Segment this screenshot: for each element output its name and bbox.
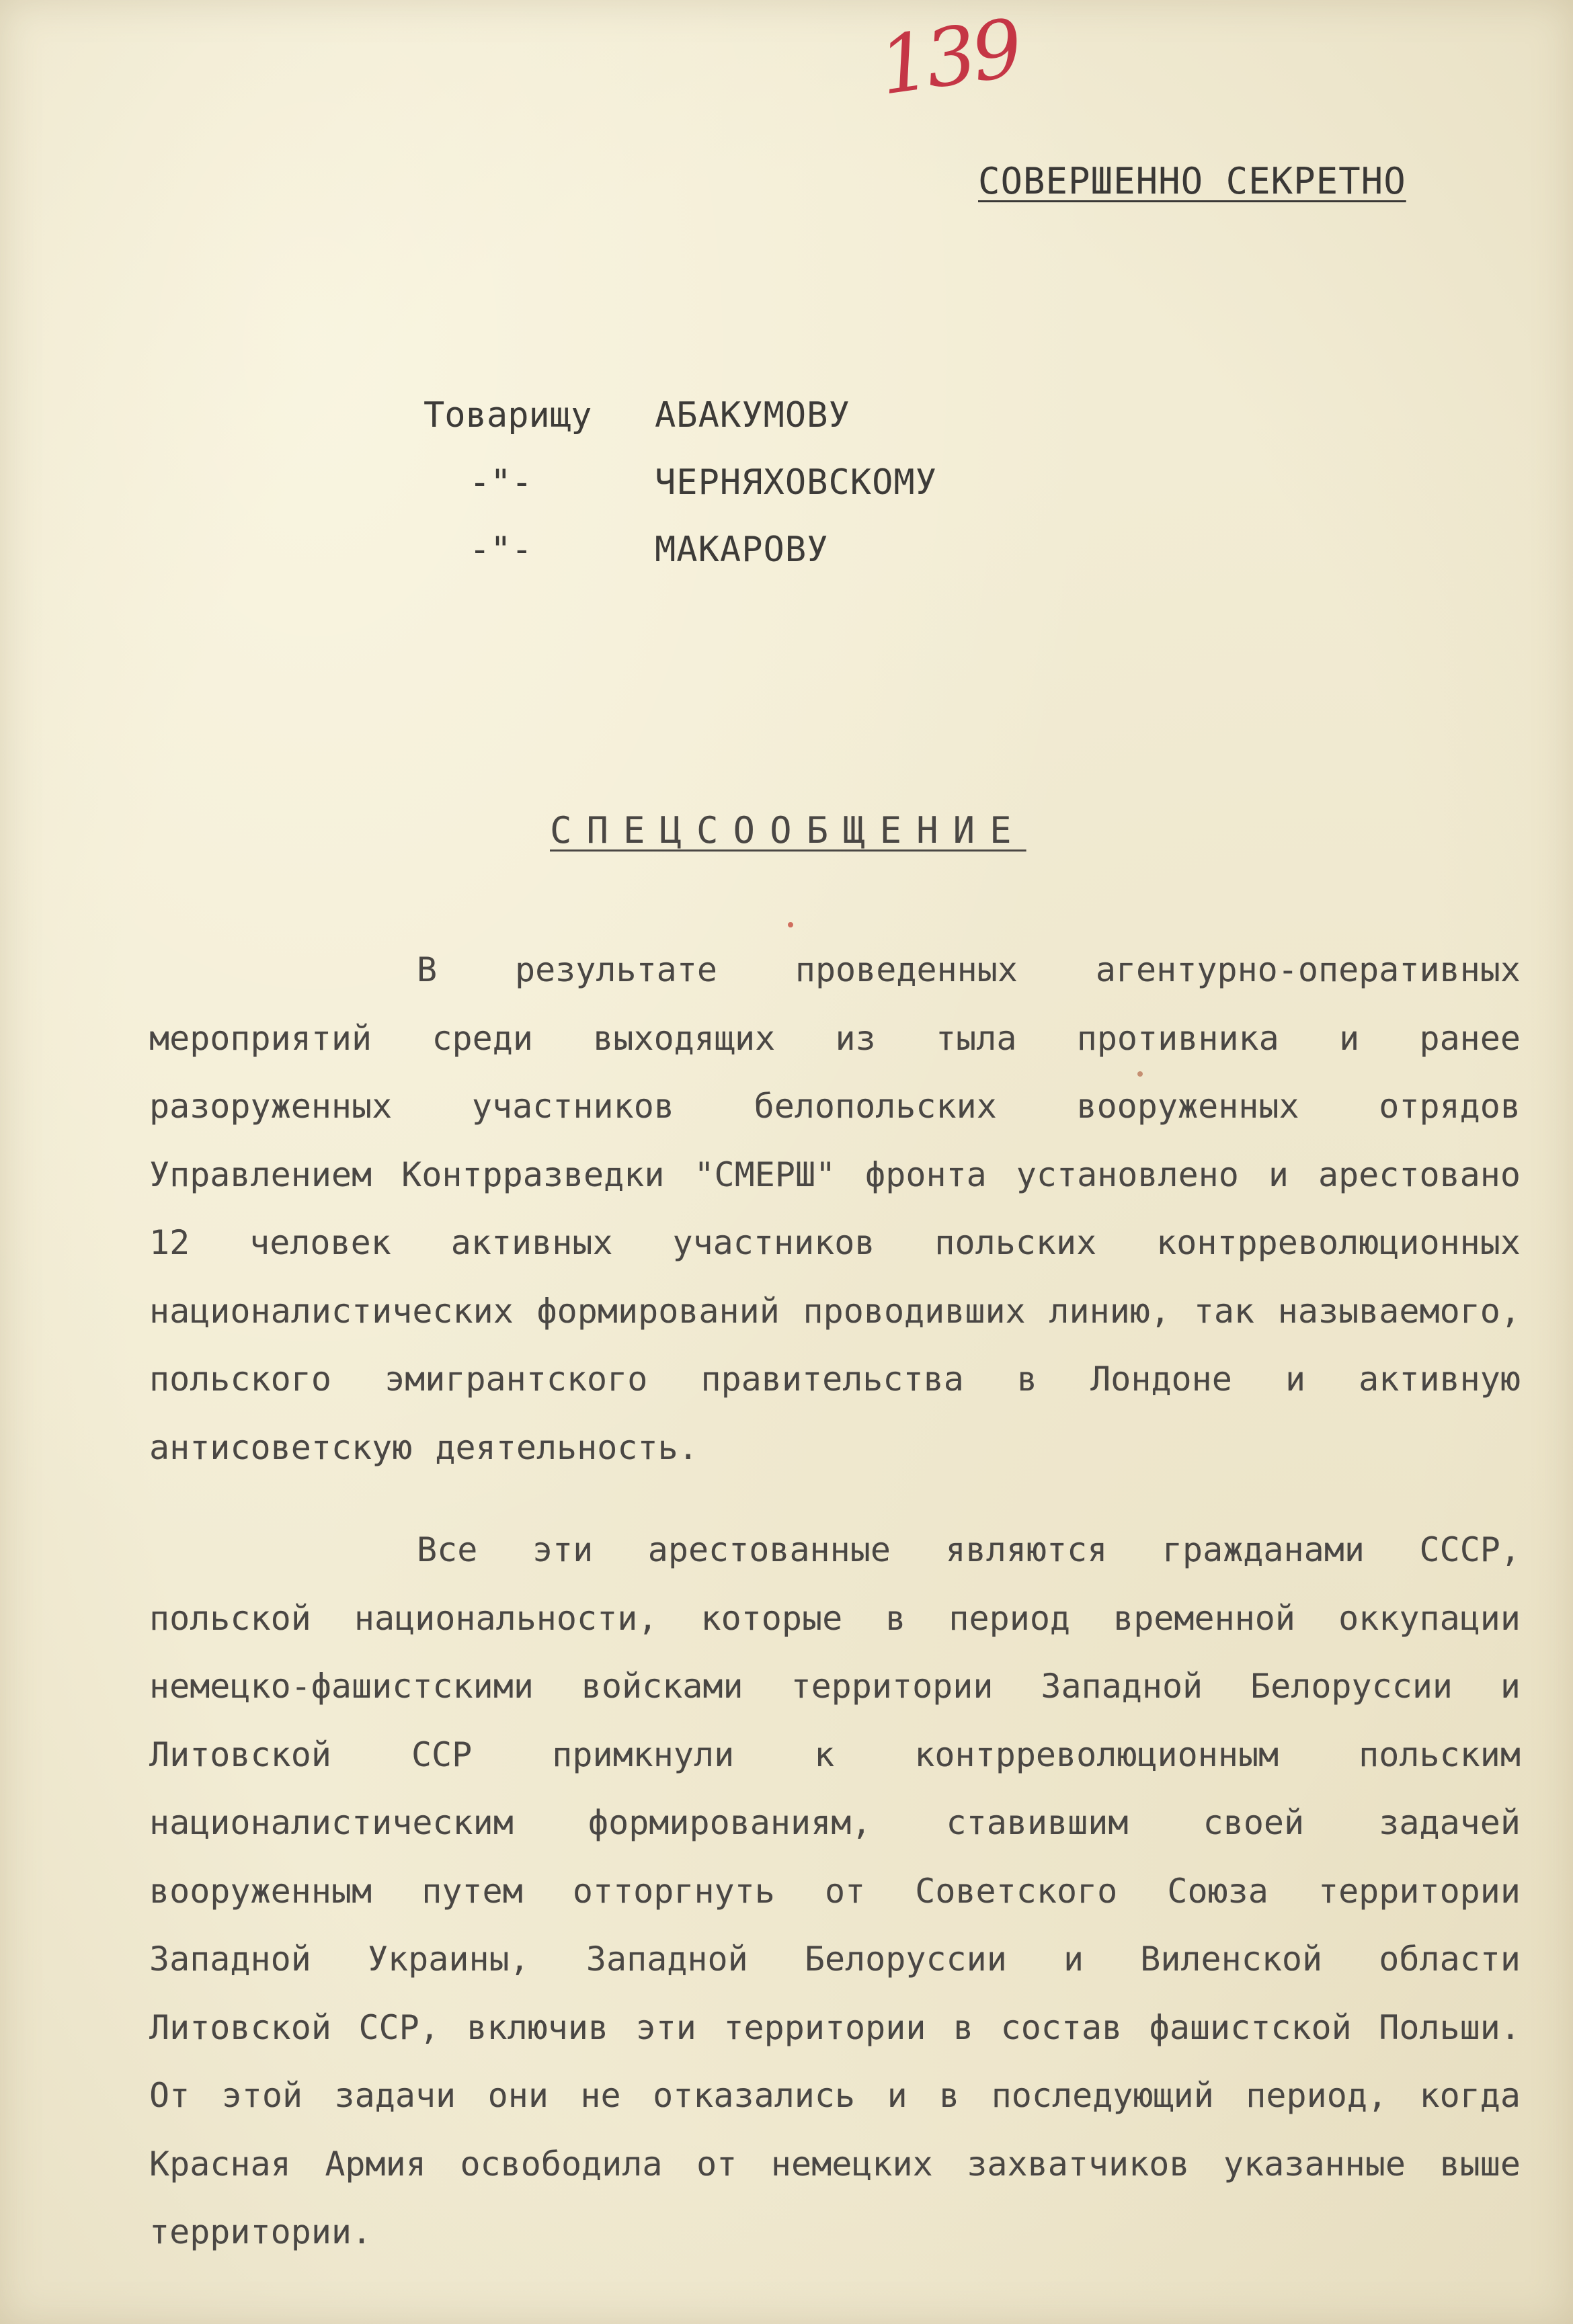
addressee-name: АБАКУМОВУ — [655, 395, 850, 435]
addressee-row — [424, 395, 1230, 462]
ditto-mark: -"- — [469, 462, 532, 503]
classification-stamp: СОВЕРШЕННО СЕКРЕТНО — [978, 160, 1406, 202]
addressee-name: МАКАРОВУ — [655, 530, 829, 570]
page-number-text: 139 — [873, 1, 1024, 113]
handwritten-page-number — [873, 1, 1049, 148]
addressee-name: ЧЕРНЯХОВСКОМУ — [655, 462, 937, 503]
body-paragraph: Все эти арестованные являются гражданами СССР, польской национальности, которые в период временной оккупации немецко-фашистскими войсками территории Западной Белоруссии и Литовской ССР примкнули к контрреволюционным польским националистическим формированиям, ставившим своей задачей вооруженным путем отторгнуть от Советского Союза территории Западной Украины, Западной Белоруссии и Виленской области Литовской ССР, включив эти территории в состав фашистской Польши. От этой задачи они не отказались и в последующий период, когда Красная Армия освободила от немецких захватчиков указанные выше территории. — [149, 1530, 1521, 2251]
addressee-row — [424, 530, 1230, 597]
salutation: Товарищу — [424, 395, 592, 435]
ditto-mark: -"- — [469, 530, 532, 570]
body-paragraph: В результате проведенных агентурно-оперативных мероприятий среди выходящих из тыла противника и ранее разоруженных участников белопольских вооруженных отрядов Управлением Контрразведки "СМЕРШ" фронта установлено и арестовано 12 человек активных участников польских контрреволюционных националистических формирований проводивших линию, так называемого, польского эмигрантского правительства в Лондоне и активную антисоветскую деятельность. — [149, 950, 1521, 1467]
addressee-block — [424, 395, 1230, 597]
document-title: СПЕЦСООБЩЕНИЕ — [550, 809, 1026, 852]
addressee-row — [424, 462, 1230, 530]
ink-dot — [788, 922, 793, 927]
